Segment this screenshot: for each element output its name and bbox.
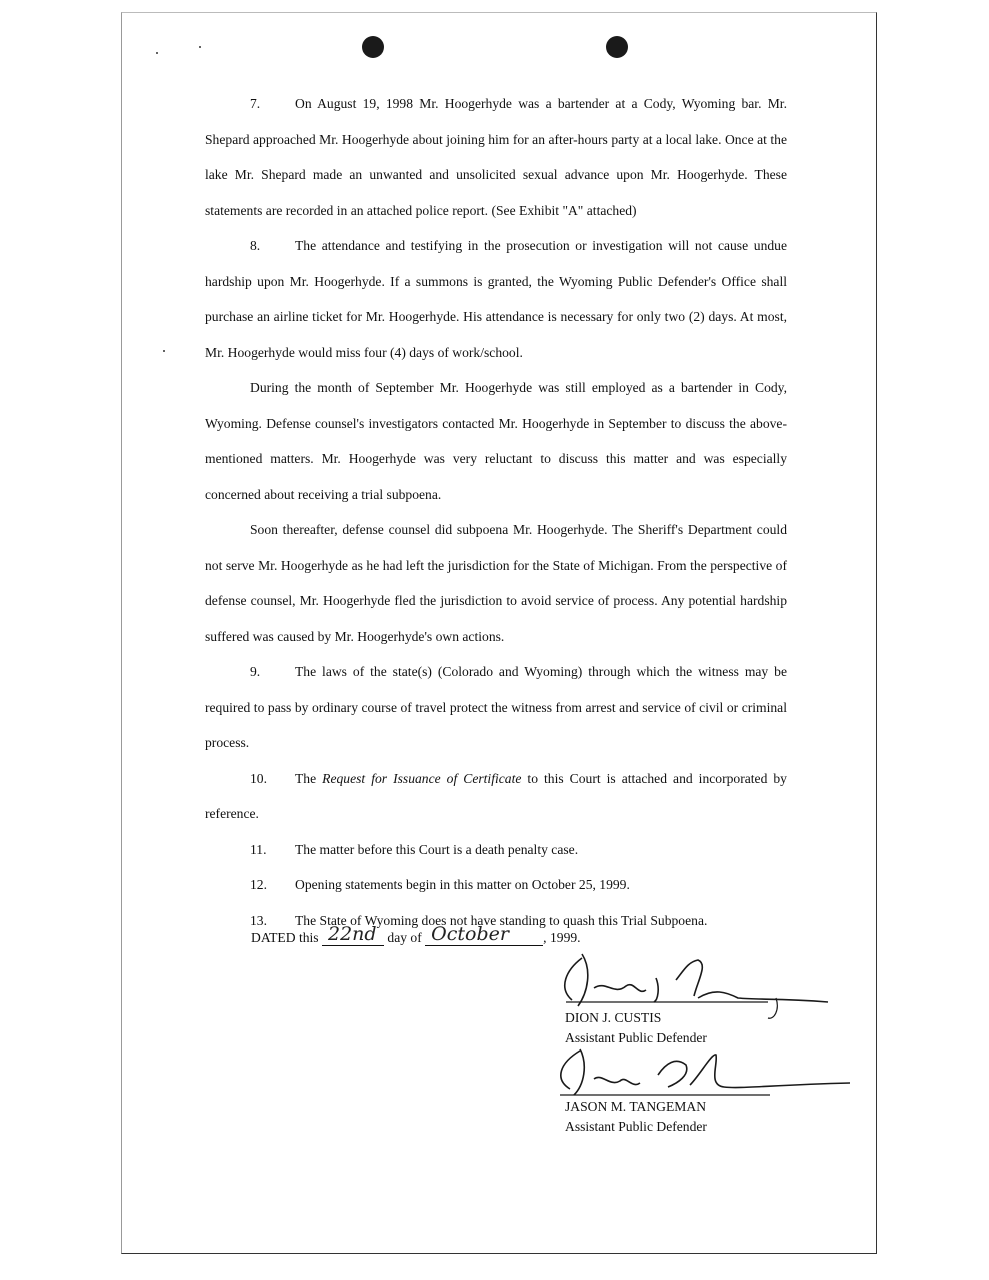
month-blank xyxy=(425,923,543,946)
paragraph-8-continued-a xyxy=(205,370,787,512)
document-title-italic: Request for Issuance of Certificate xyxy=(322,770,522,786)
paragraph-text: The attendance and testifying in the prosecution or investigation will not cause undue hardship upon Mr. Hoogerhyde. If a summons is granted, the Wyoming Public Defender's Office shall purchase an airline ticket for Mr. Hoogerhyde. His attendance is necessary for only two (2) days. At most, Mr. Hoogerhyde would miss four (4) days of work/school. xyxy=(205,238,787,360)
paragraph-9 xyxy=(205,654,787,761)
paragraph-number: 9. xyxy=(250,664,261,679)
scan-speck xyxy=(163,350,165,352)
paragraph-text: During the month of September Mr. Hoogerhyde was still employed as a bartender in Cody, Wyoming. Defense counsel's investigators contacted Mr. Hoogerhyde in September to discuss the above-mentioned matters. Mr. Hoogerhyde was very reluctant to discuss this matter and was especially concerned about receiving a trial subpoena. xyxy=(205,380,787,502)
scan-speck xyxy=(199,46,201,48)
paragraph-10 xyxy=(205,761,787,832)
paragraph-text: The State of Wyoming does not have standing to quash this Trial Subpoena. xyxy=(295,912,708,928)
paragraph-text: The laws of the state(s) (Colorado and Wyoming) through which the witness may be required to pass by ordinary course of travel protect the witness from arrest and service of civil or criminal process. xyxy=(205,664,787,750)
handwritten-day: 22nd xyxy=(328,923,377,945)
signature-tangeman xyxy=(540,1045,860,1105)
paragraph-number: 8. xyxy=(250,238,261,253)
paragraph-number: 10. xyxy=(250,770,267,786)
dated-prefix: DATED this xyxy=(251,930,319,945)
signer-name: DION J. CUSTIS xyxy=(565,1010,662,1025)
paragraph-text: The xyxy=(295,770,323,786)
paragraph-12 xyxy=(205,867,787,903)
dated-year: , 1999. xyxy=(543,930,581,945)
handwritten-month: October xyxy=(431,923,509,945)
paragraph-text: to this Court is attached and incorporated by reference. xyxy=(205,770,787,821)
document-body xyxy=(205,86,787,938)
signer-title: Assistant Public Defender xyxy=(565,1119,707,1134)
paragraph-8 xyxy=(205,228,787,370)
paragraph-number: 13. xyxy=(250,912,267,928)
signer-block-tangeman xyxy=(565,1097,707,1137)
paragraph-11 xyxy=(205,832,787,868)
punch-hole-right xyxy=(606,36,628,58)
punch-hole-left xyxy=(362,36,384,58)
scan-speck xyxy=(156,52,158,54)
paragraph-text: The matter before this Court is a death penalty case. xyxy=(295,841,579,857)
dated-middle: day of xyxy=(387,930,422,945)
paragraph-text: On August 19, 1998 Mr. Hoogerhyde was a bartender at a Cody, Wyoming bar. Mr. Shepard approached Mr. Hoogerhyde about joining him for an after-hours party at a local lake. Once at the lake Mr. Shepard made an unwanted and unsolicited sexual advance upon Mr. Hoogerhyde. These statements are recorded in an attached police report. (See Exhibit "A" attached) xyxy=(205,96,787,218)
day-blank xyxy=(322,923,384,946)
dated-line xyxy=(251,923,581,946)
paragraph-text: Soon thereafter, defense counsel did subpoena Mr. Hoogerhyde. The Sheriff's Department could not serve Mr. Hoogerhyde as he had left the jurisdiction for the State of Michigan. From the perspective of defense counsel, Mr. Hoogerhyde fled the jurisdiction to avoid service of process. Any potential hardship suffered was caused by Mr. Hoogerhyde's own actions. xyxy=(205,522,787,644)
paragraph-number: 7. xyxy=(250,96,261,111)
signer-name: JASON M. TANGEMAN xyxy=(565,1099,707,1114)
signer-title: Assistant Public Defender xyxy=(565,1030,707,1045)
paragraph-7 xyxy=(205,86,787,228)
signer-block-custis xyxy=(565,1008,707,1048)
paragraph-number: 12. xyxy=(250,877,267,892)
paragraph-number: 11. xyxy=(250,841,267,857)
paragraph-8-continued-b xyxy=(205,512,787,654)
paragraph-text: Opening statements begin in this matter on October 25, 1999. xyxy=(295,877,630,892)
